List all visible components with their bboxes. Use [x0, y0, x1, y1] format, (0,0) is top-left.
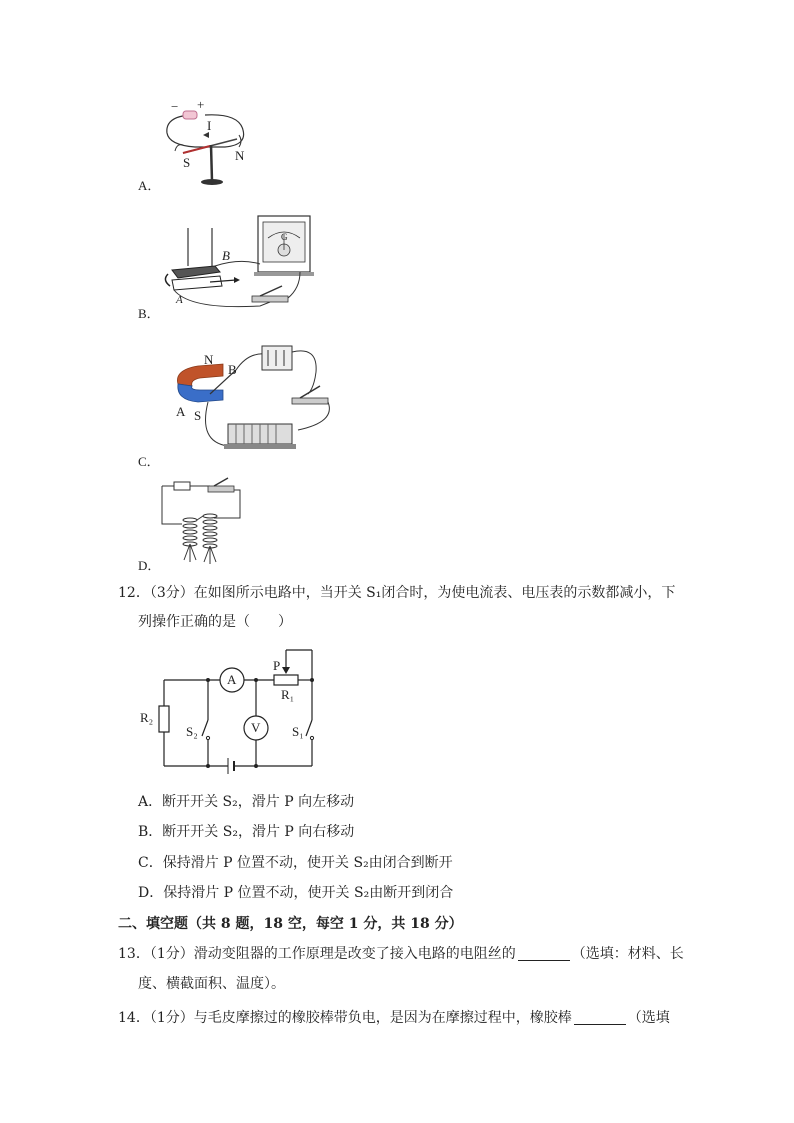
ammeter-label: A — [227, 672, 237, 687]
label-s: S — [194, 408, 202, 423]
question-13-line2: 度、横截面积、温度）。 — [138, 976, 285, 992]
figure-option-c — [168, 342, 338, 457]
q13-answer-blank[interactable] — [518, 946, 570, 961]
q12-option-b[interactable]: B．断开开关 S₂，滑片 P 向右移动 — [138, 824, 355, 840]
option-b-label: B． — [138, 306, 160, 321]
question-12-line2: 列操作正确的是（ ） — [138, 614, 292, 630]
s2-label: S₂ — [186, 724, 198, 739]
s1-label: S₁ — [292, 724, 304, 739]
q13-text-a: 13．（1分）滑动变阻器的工作原理是改变了接入电路的电阻丝的 — [118, 946, 516, 962]
question-13-line1 — [118, 944, 684, 964]
slider-p-label: P — [273, 658, 281, 673]
label-minus: − — [171, 99, 179, 114]
label-a: A — [176, 294, 183, 306]
figure-option-a — [155, 95, 255, 190]
question-14-line1 — [118, 1008, 670, 1028]
label-n: N — [204, 352, 214, 367]
q14-text-a: 14．（1分）与毛皮摩擦过的橡胶棒带负电，是因为在摩擦过程中，橡胶棒 — [118, 1010, 572, 1026]
label-north: N — [235, 148, 245, 163]
q12-option-d[interactable]: D．保持滑片 P 位置不动，使开关 S₂由断开到闭合 — [138, 885, 454, 901]
option-c-label: C． — [138, 454, 160, 469]
label-b: B — [222, 248, 230, 263]
label-g: G — [281, 232, 288, 242]
figure-option-d — [158, 474, 248, 564]
q12-option-a[interactable]: A．断开开关 S₂，滑片 P 向左移动 — [138, 794, 355, 810]
label-b: B — [228, 362, 237, 377]
voltmeter-label: V — [251, 720, 261, 735]
circuit-diagram — [140, 640, 340, 780]
r1-label: R₁ — [281, 687, 295, 702]
label-plus: + — [197, 97, 205, 112]
label-current: I — [207, 118, 212, 133]
q13-text-b: （选填：材料、长 — [571, 946, 684, 962]
figure-option-b — [160, 210, 320, 310]
section-title: 二、填空题（共 8 题，18 空，每空 1 分，共 18 分） — [118, 916, 463, 932]
q12-option-c[interactable]: C．保持滑片 P 位置不动，使开关 S₂由闭合到断开 — [138, 855, 453, 871]
label-a: A — [176, 404, 186, 419]
question-12-line1: 12．（3分）在如图所示电路中，当开关 S₁闭合时，为使电流表、电压表的示数都减小，下 — [118, 585, 676, 601]
q14-text-b: （选填 — [627, 1010, 670, 1026]
option-d-label: D． — [138, 558, 161, 573]
label-south: S — [183, 155, 191, 170]
q14-answer-blank[interactable] — [574, 1010, 626, 1025]
option-a-label: A． — [138, 178, 161, 193]
r2-label: R₂ — [140, 710, 154, 725]
